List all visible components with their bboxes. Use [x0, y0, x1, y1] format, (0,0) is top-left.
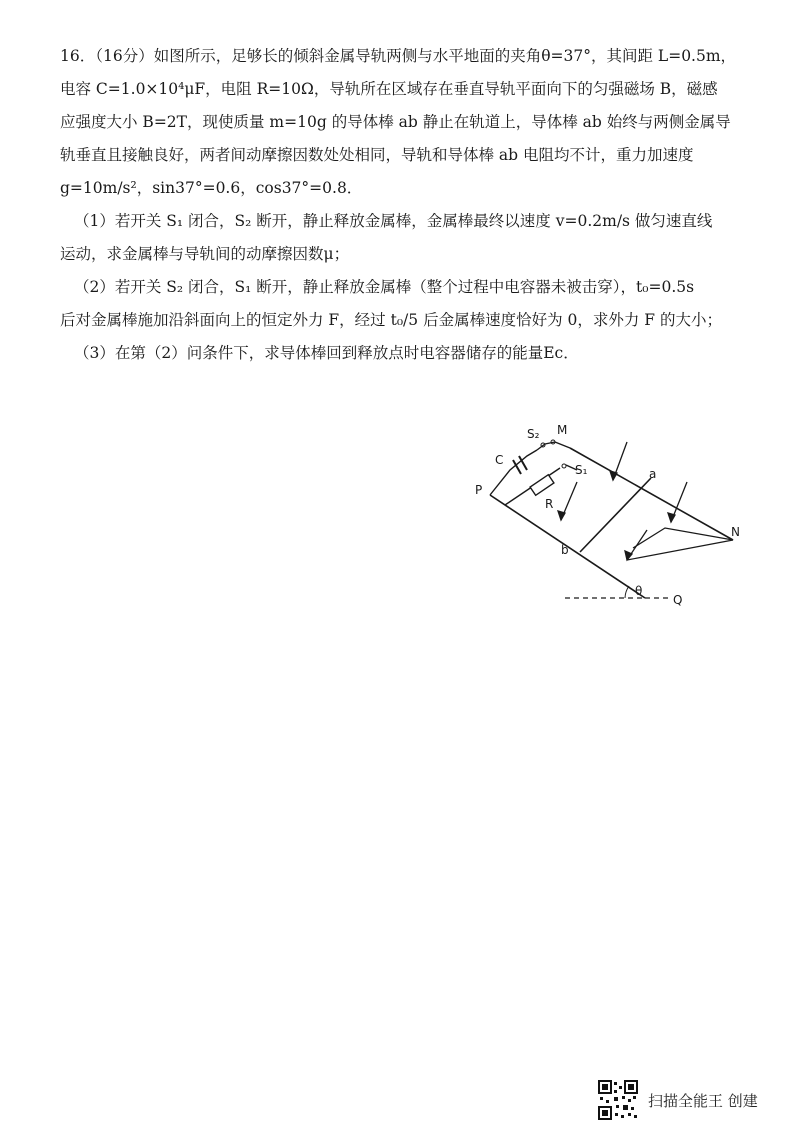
label-s1: S₁	[575, 463, 588, 477]
question-1	[60, 205, 772, 271]
intro-line: g=10m/s²，sin37°=0.6，cos37°=0.8．	[60, 179, 363, 197]
label-r: R	[545, 497, 554, 511]
intro-line: 轨垂直且接触良好，两者间动摩擦因数处处相同，导轨和导体棒 ab 电阻均不计，重力加速度	[60, 146, 694, 164]
label-s2: S₂	[527, 427, 540, 441]
resistor-R	[530, 475, 554, 496]
angle-arc	[625, 586, 629, 598]
question-line: （3）在第（2）问条件下，求导体棒回到释放点时电容器储存的能量Ec．	[74, 344, 579, 362]
scanner-brand-text: 扫描全能王 创建	[648, 1091, 758, 1110]
label-q: Q	[673, 593, 683, 607]
label-b: b	[561, 543, 569, 557]
label-a: a	[649, 467, 657, 481]
label-p: P	[475, 483, 483, 497]
question-2	[60, 271, 772, 337]
rail-right	[570, 448, 733, 540]
intro-line: 应强度大小 B=2T，现使质量 m=10g 的导体棒 ab 静止在轨道上，导体棒 ab 始终与两侧金属导	[60, 113, 731, 131]
problem-16	[60, 40, 772, 370]
switch-s1-contact	[562, 464, 566, 468]
n-guide	[627, 528, 733, 560]
capacitor-plate	[519, 456, 527, 470]
question-line: （1）若开关 S₁ 闭合，S₂ 断开，静止释放金属棒，金属棒最终以速度 v=0.2m/s 做匀速直线	[74, 212, 713, 230]
question-3	[60, 337, 772, 370]
label-m: M	[557, 423, 568, 437]
intro-line: 16．（16分）如图所示，足够长的倾斜金属导轨两侧与水平地面的夹角θ=37°，其间距 L=0.5m，	[60, 47, 737, 65]
rail-diagram	[465, 420, 745, 615]
question-line: 运动，求金属棒与导轨间的动摩擦因数μ；	[60, 245, 350, 263]
question-line: （2）若开关 S₂ 闭合，S₁ 断开，静止释放金属棒（整个过程中电容器未被击穿），t₀=0.5s	[74, 278, 695, 296]
s2-wire	[537, 442, 555, 450]
intro-line: 电容 C=1.0×10⁴μF，电阻 R=10Ω，导轨所在区域存在垂直导轨平面向下的匀强磁场 B，磁感	[60, 80, 718, 98]
qr-code-icon	[598, 1080, 638, 1120]
label-c: C	[495, 453, 504, 467]
field-arrows	[558, 442, 687, 560]
m-wire	[555, 442, 570, 448]
label-n: N	[731, 525, 740, 539]
problem-intro	[60, 40, 772, 205]
scanner-watermark	[598, 1080, 758, 1120]
label-theta: θ	[635, 584, 643, 598]
question-line: 后对金属棒施加沿斜面向上的恒定外力 F，经过 t₀/5 后金属棒速度恰好为 0，求外力 F 的大小；	[60, 311, 722, 329]
